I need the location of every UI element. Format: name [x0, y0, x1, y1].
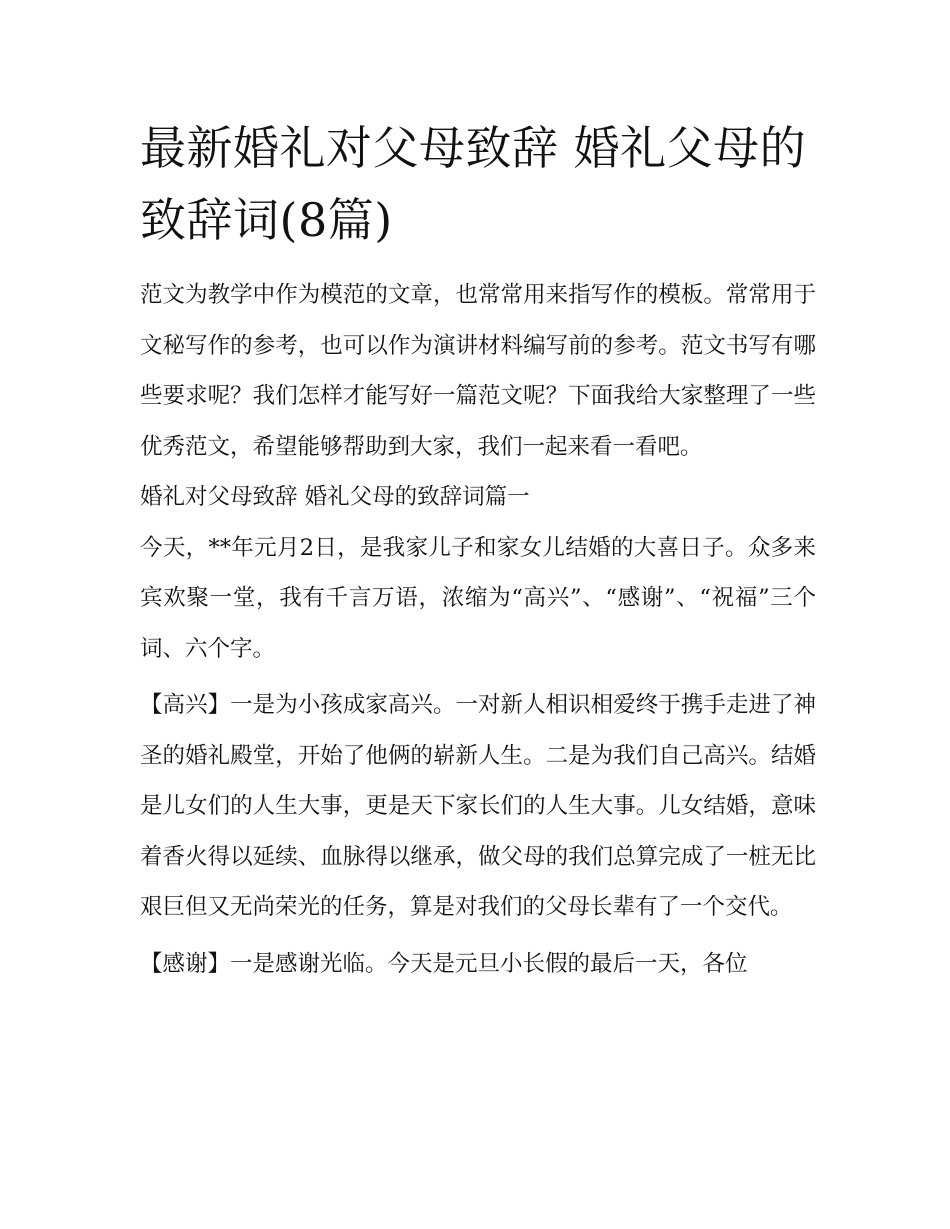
body-paragraph: 【高兴】一是为小孩成家高兴。一对新人相识相爱终于携手走进了神圣的婚礼殿堂，开始了他俩的崭新人生。二是为我们自己高兴。结婚是儿女们的人生大事，更是天下家长们的人生大事。儿女结婚，意味着香火得以延续、血脉得以继承，做父母的我们总算完成了一桩无比艰巨但又无尚荣光的任务，算是对我们的父母长辈有了一个交代。 — [140, 692, 816, 920]
document-title: 最新婚礼对父母致辞 婚礼父母的致辞词(8篇) — [140, 121, 807, 247]
intro-paragraph: 范文为教学中作为模范的文章，也常常用来指写作的模板。常常用于文秘写作的参考，也可以作为演讲材料编写前的参考。范文书写有哪些要求呢？我们怎样才能写好一篇范文呢？下面我给大家整理了一些优秀范文，希望能够帮助到大家，我们一起来看一看吧。 — [140, 282, 816, 460]
document-page — [140, 112, 816, 989]
section-heading: 婚礼对父母致辞 婚礼父母的致辞词篇一 — [140, 484, 530, 510]
body-paragraph: 【感谢】一是感谢光临。今天是元旦小长假的最后一天，各位 — [140, 950, 748, 977]
body-paragraph: 今天，**年元月2日，是我家儿子和家女儿结婚的大喜日子。众多来宾欢聚一堂，我有千言万语，浓缩为“高兴”、“感谢”、“祝福”三个词、六个字。 — [140, 534, 816, 662]
